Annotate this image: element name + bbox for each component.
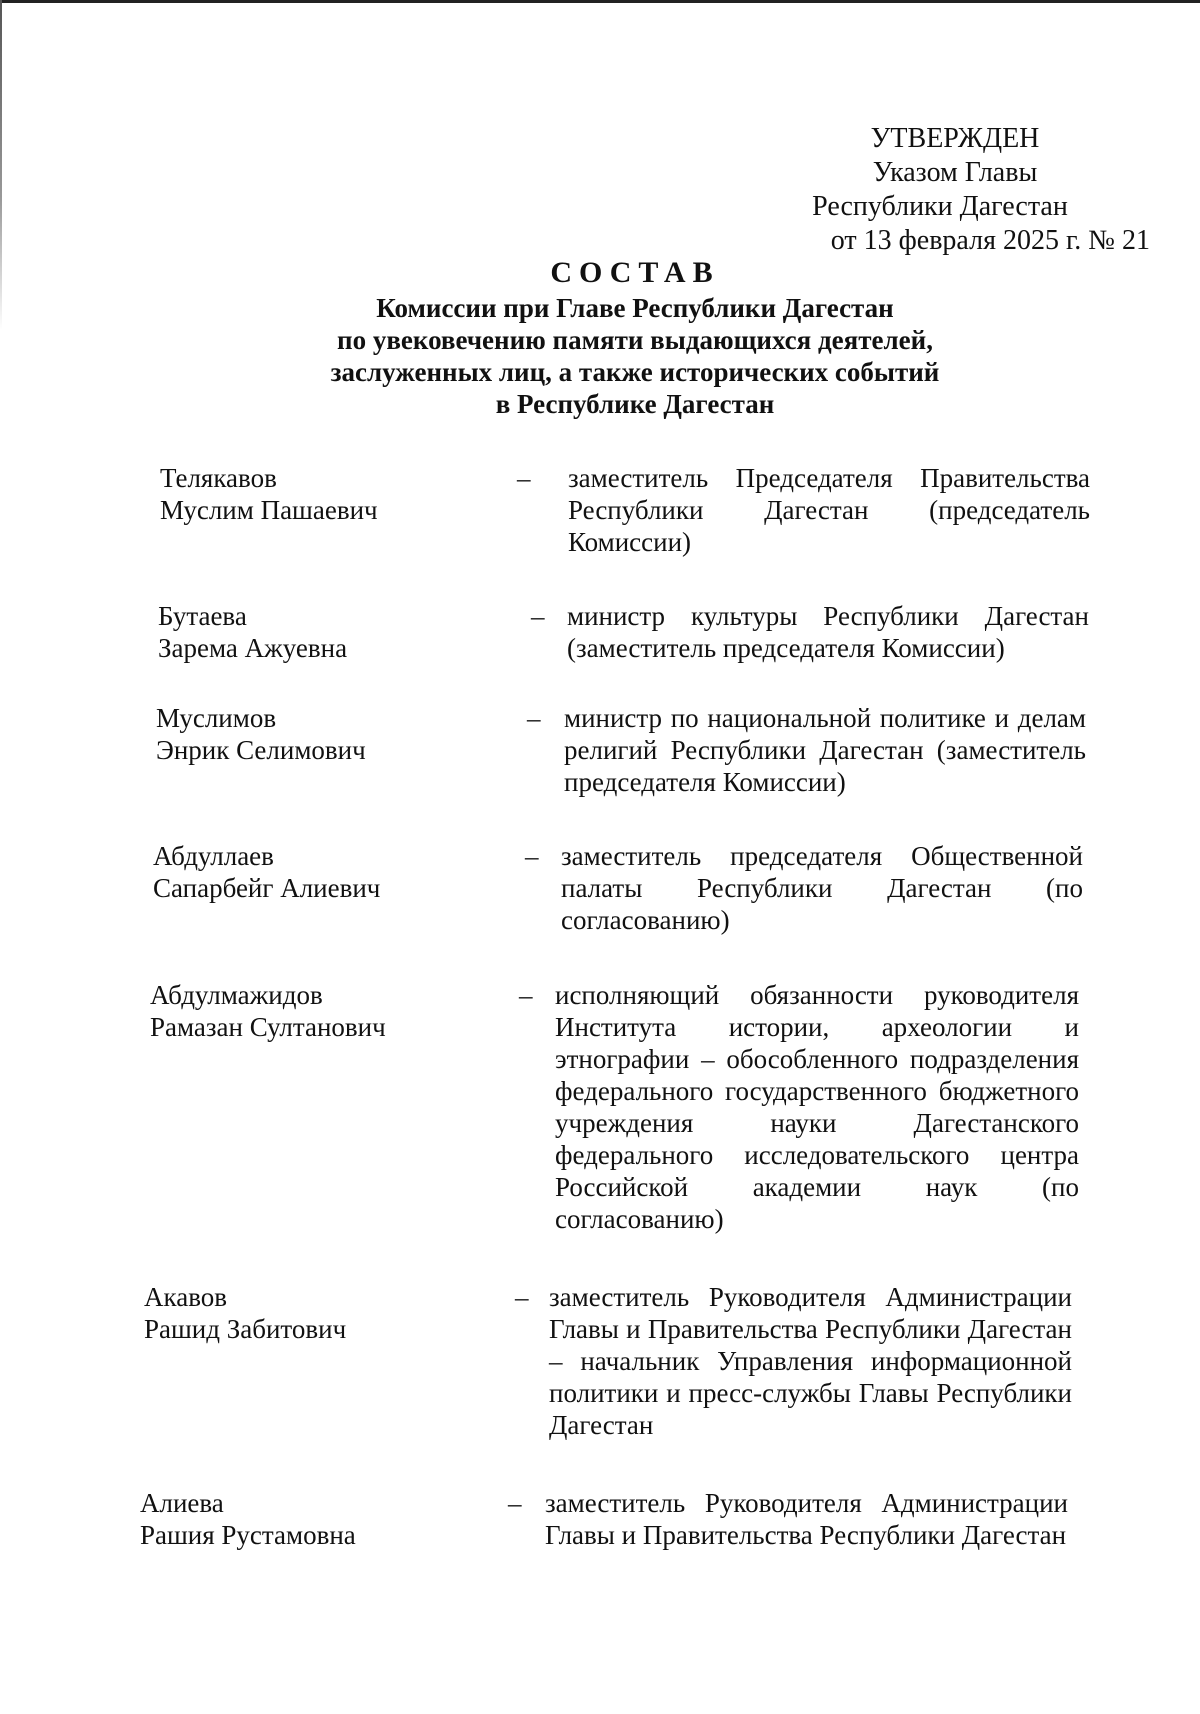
member-name — [153, 840, 380, 904]
member-surname: Муслимов — [156, 703, 277, 733]
member-name — [156, 702, 366, 766]
member-given-name: Муслим Пашаевич — [160, 495, 378, 525]
member-role: заместитель Руководителя Администрации Главы и Правительства Республики Дагестан — [545, 1488, 1068, 1550]
heading-line-1: Комиссии при Главе Республики Дагестан — [376, 293, 894, 323]
member-name — [140, 1487, 356, 1551]
member-name — [160, 462, 378, 526]
member-given-name: Рамазан Султанович — [150, 1012, 386, 1042]
heading-line-4: в Республике Дагестан — [495, 389, 775, 419]
member-name — [150, 979, 386, 1043]
member-surname: Телякавов — [160, 463, 277, 493]
member-surname: Акавов — [144, 1282, 228, 1312]
member-dash: – — [508, 1488, 522, 1518]
heading-line-3: заслуженных лиц, а также исторических событий — [330, 357, 940, 387]
member-dash: – — [519, 980, 533, 1010]
member-role: исполняющий обязанности руководителя Института истории, археологии и этнографии – обособленного подразделения федерального государственного бюджетного учреждения науки Дагестанского федерального исследовательского центра Российской академии наук (по согласованию) — [555, 980, 1079, 1234]
member-dash: – — [527, 703, 541, 733]
heading-line-2: по увековечению памяти выдающихся деятелей, — [337, 325, 933, 355]
member-given-name: Энрик Селимович — [156, 735, 366, 765]
member-dash: – — [531, 601, 545, 631]
scan-top-border — [0, 0, 1200, 3]
member-dash: – — [525, 841, 539, 871]
member-surname: Абдулмажидов — [150, 980, 323, 1010]
member-name — [144, 1281, 346, 1345]
member-dash: – — [517, 463, 531, 493]
approval-line-republic: Республики Дагестан — [812, 191, 1068, 222]
member-given-name: Зарема Ажуевна — [158, 633, 348, 663]
member-given-name: Сапарбейг Алиевич — [153, 873, 381, 903]
member-role: министр по национальной политике и делам религий Республики Дагестан (заместитель председателя Комиссии) — [564, 703, 1086, 797]
approval-line-date: от 13 февраля 2025 г. № 21 — [830, 225, 1150, 256]
member-given-name: Рашия Рустамовна — [140, 1520, 356, 1550]
member-dash: – — [515, 1282, 529, 1312]
approval-line-approved: УТВЕРЖДЕН — [870, 123, 1040, 154]
member-role: министр культуры Республики Дагестан (заместитель председателя Комиссии) — [567, 601, 1089, 663]
member-given-name: Рашид Забитович — [144, 1314, 347, 1344]
member-role: заместитель Председателя Правительства Республики Дагестан (председатель Комиссии) — [568, 463, 1090, 557]
member-name — [158, 600, 347, 664]
approval-stamp-block — [730, 122, 1150, 258]
member-surname: Алиева — [140, 1488, 224, 1518]
member-surname: Бутаева — [158, 601, 247, 631]
approval-line-decree: Указом Главы — [872, 157, 1038, 188]
member-role: заместитель Руководителя Администрации Главы и Правительства Республики Дагестан – начальник Управления информационной политики и пресс-службы Главы Республики Дагестан — [549, 1282, 1072, 1440]
document-heading — [0, 254, 1200, 420]
member-role: заместитель председателя Общественной палаты Республики Дагестан (по согласованию) — [561, 841, 1083, 935]
member-surname: Абдуллаев — [153, 841, 274, 871]
document-title: СОСТАВ — [550, 256, 720, 289]
